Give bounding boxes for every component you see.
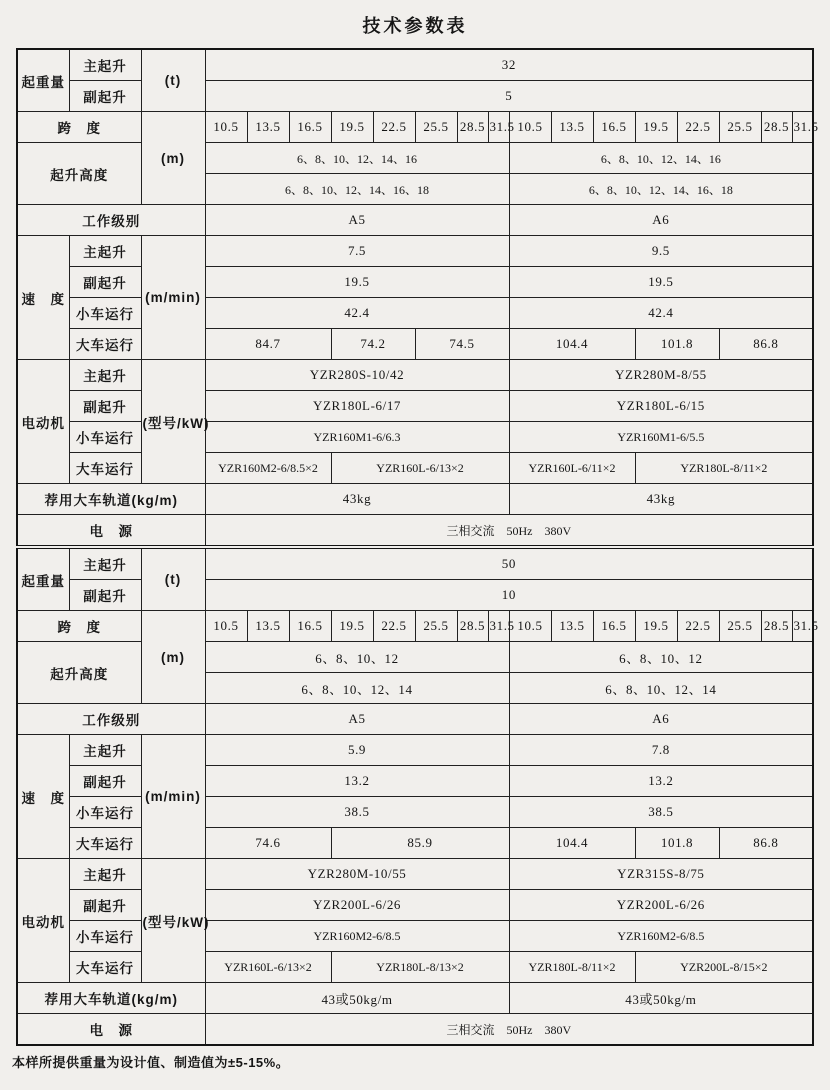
data-cell: 22.5 [373, 112, 415, 143]
sub-row-label: 大车运行 [69, 828, 141, 859]
data-cell: 28.5 [761, 611, 792, 642]
sub-row-label: 主起升 [69, 859, 141, 890]
sub-row-label: 副起升 [69, 890, 141, 921]
data-cell: 13.5 [551, 611, 593, 642]
data-cell: 101.8 [635, 828, 719, 859]
table-row [17, 797, 813, 828]
data-cell: 86.8 [719, 828, 813, 859]
row-label: 荐用大车轨道(kg/m) [17, 484, 205, 515]
unit-label: (t) [141, 49, 205, 112]
data-cell: 25.5 [415, 112, 457, 143]
data-cell: 6、8、10、12 [205, 642, 509, 673]
table-row [17, 143, 813, 174]
table-row [17, 1014, 813, 1046]
unit-label: (t) [141, 547, 205, 611]
sub-row-label: 小车运行 [69, 797, 141, 828]
data-cell: 22.5 [677, 611, 719, 642]
data-cell: 22.5 [677, 112, 719, 143]
sub-row-label: 副起升 [69, 267, 141, 298]
data-cell: YZR160L-6/11×2 [509, 453, 635, 484]
table-section-1 [17, 49, 819, 547]
data-cell: YZR160M2-6/8.5×2 [205, 453, 331, 484]
data-cell: YZR200L-8/15×2 [635, 952, 813, 983]
data-cell: 5.9 [205, 735, 509, 766]
data-cell: 43kg [509, 484, 813, 515]
data-cell: 31.5 [792, 112, 813, 143]
table-row [17, 236, 813, 267]
data-cell: 74.6 [205, 828, 331, 859]
data-cell: 6、8、10、12、14、16、18 [509, 174, 813, 205]
sub-row-label: 主起升 [69, 547, 141, 580]
data-cell: 28.5 [457, 611, 488, 642]
data-cell: 25.5 [719, 112, 761, 143]
data-cell: 31.5 [488, 112, 509, 143]
data-cell: 25.5 [415, 611, 457, 642]
table-row [17, 453, 813, 484]
table-row [17, 611, 813, 642]
sub-row-label: 小车运行 [69, 298, 141, 329]
data-cell: 43或50kg/m [205, 983, 509, 1014]
data-cell: 86.8 [719, 329, 813, 360]
data-cell: 19.5 [509, 267, 813, 298]
data-cell: 22.5 [373, 611, 415, 642]
data-cell: 三相交流 50Hz 380V [205, 1014, 813, 1046]
data-cell: 10.5 [205, 611, 247, 642]
data-cell: YZR180L-8/11×2 [635, 453, 813, 484]
table-row [17, 391, 813, 422]
data-cell: 19.5 [331, 112, 373, 143]
row-label: 电 源 [17, 515, 205, 548]
data-cell: YZR160L-6/13×2 [205, 952, 331, 983]
row-label: 荐用大车轨道(kg/m) [17, 983, 205, 1014]
data-cell: 38.5 [205, 797, 509, 828]
data-cell: 42.4 [509, 298, 813, 329]
data-cell: 6、8、10、12、14 [205, 673, 509, 704]
data-cell: 42.4 [205, 298, 509, 329]
table-row [17, 859, 813, 890]
data-cell: 10.5 [205, 112, 247, 143]
data-cell: 7.5 [205, 236, 509, 267]
data-cell: YZR200L-6/26 [205, 890, 509, 921]
data-cell: 三相交流 50Hz 380V [205, 515, 813, 548]
technical-parameters-table [16, 48, 819, 1046]
sub-row-label: 大车运行 [69, 952, 141, 983]
sub-row-label: 大车运行 [69, 329, 141, 360]
data-cell: 32 [205, 49, 813, 81]
data-cell: YZR280M-8/55 [509, 360, 813, 391]
table-row [17, 205, 813, 236]
row-label: 电动机 [17, 859, 69, 983]
data-cell: 19.5 [205, 267, 509, 298]
sub-row-label: 副起升 [69, 81, 141, 112]
data-cell: 13.5 [247, 611, 289, 642]
data-cell: 6、8、10、12、14 [509, 673, 813, 704]
data-cell: 9.5 [509, 236, 813, 267]
data-cell: 31.5 [792, 611, 813, 642]
sub-row-label: 小车运行 [69, 921, 141, 952]
data-cell: 38.5 [509, 797, 813, 828]
data-cell: YZR200L-6/26 [509, 890, 813, 921]
page-title: 技术参数表 [362, 16, 468, 36]
data-cell: 13.5 [247, 112, 289, 143]
data-cell: A6 [509, 704, 813, 735]
data-cell: 16.5 [289, 112, 331, 143]
data-cell: 28.5 [457, 112, 488, 143]
table-row [17, 890, 813, 921]
data-cell: 16.5 [289, 611, 331, 642]
table-row [17, 112, 813, 143]
data-cell: 13.5 [551, 112, 593, 143]
sub-row-label: 小车运行 [69, 422, 141, 453]
sub-row-label: 主起升 [69, 236, 141, 267]
data-cell: 10.5 [509, 112, 551, 143]
data-cell: 6、8、10、12、14、16 [205, 143, 509, 174]
data-cell: 13.2 [205, 766, 509, 797]
data-cell: 43或50kg/m [509, 983, 813, 1014]
unit-label: (m) [141, 112, 205, 205]
data-cell: 85.9 [331, 828, 509, 859]
table-row [17, 515, 813, 548]
data-cell: 6、8、10、12、14、16 [509, 143, 813, 174]
table-row [17, 329, 813, 360]
data-cell: A6 [509, 205, 813, 236]
data-cell: YZR280M-10/55 [205, 859, 509, 890]
table-row [17, 49, 813, 81]
unit-label: (m) [141, 611, 205, 704]
data-cell: YZR180L-8/11×2 [509, 952, 635, 983]
data-cell: YZR160L-6/13×2 [331, 453, 509, 484]
data-cell: YZR160M1-6/5.5 [509, 422, 813, 453]
row-label: 起重量 [17, 49, 69, 112]
data-cell: 16.5 [593, 611, 635, 642]
table-row [17, 921, 813, 952]
data-cell: 10.5 [509, 611, 551, 642]
table-row [17, 81, 813, 112]
data-cell: YZR160M2-6/8.5 [509, 921, 813, 952]
unit-label: (m/min) [141, 236, 205, 360]
data-cell: 19.5 [331, 611, 373, 642]
row-label: 电 源 [17, 1014, 205, 1046]
table-row [17, 952, 813, 983]
data-cell: 104.4 [509, 828, 635, 859]
row-label: 电动机 [17, 360, 69, 484]
data-cell: 5 [205, 81, 813, 112]
table-row [17, 484, 813, 515]
row-label: 速 度 [17, 236, 69, 360]
sub-row-label: 主起升 [69, 735, 141, 766]
sub-row-label: 副起升 [69, 391, 141, 422]
table-row [17, 766, 813, 797]
table-row [17, 983, 813, 1014]
data-cell: 43kg [205, 484, 509, 515]
table-section-2 [17, 547, 819, 1045]
table-row [17, 267, 813, 298]
row-label: 工作级别 [17, 205, 205, 236]
table-row [17, 735, 813, 766]
data-cell: 19.5 [635, 112, 677, 143]
row-label: 起升高度 [17, 642, 141, 704]
sub-row-label: 主起升 [69, 360, 141, 391]
row-label: 起升高度 [17, 143, 141, 205]
data-cell: 16.5 [593, 112, 635, 143]
table-row [17, 547, 813, 580]
row-label: 速 度 [17, 735, 69, 859]
data-cell: YZR160M1-6/6.3 [205, 422, 509, 453]
row-label: 起重量 [17, 547, 69, 611]
data-cell: 74.2 [331, 329, 415, 360]
data-cell: YZR315S-8/75 [509, 859, 813, 890]
sub-row-label: 副起升 [69, 580, 141, 611]
unit-label: (m/min) [141, 735, 205, 859]
row-label: 工作级别 [17, 704, 205, 735]
data-cell: 101.8 [635, 329, 719, 360]
table-row [17, 828, 813, 859]
data-cell: 19.5 [635, 611, 677, 642]
data-cell: YZR280S-10/42 [205, 360, 509, 391]
data-cell: 28.5 [761, 112, 792, 143]
data-cell: 25.5 [719, 611, 761, 642]
table-row [17, 298, 813, 329]
row-label: 跨 度 [17, 611, 141, 642]
data-cell: 74.5 [415, 329, 509, 360]
unit-label: (型号/kW) [141, 859, 205, 983]
data-cell: YZR160M2-6/8.5 [205, 921, 509, 952]
data-cell: YZR180L-6/17 [205, 391, 509, 422]
sub-row-label: 主起升 [69, 49, 141, 81]
sub-row-label: 大车运行 [69, 453, 141, 484]
data-cell: 10 [205, 580, 813, 611]
row-label: 跨 度 [17, 112, 141, 143]
data-cell: A5 [205, 205, 509, 236]
data-cell: 7.8 [509, 735, 813, 766]
data-cell: YZR180L-8/13×2 [331, 952, 509, 983]
data-cell: 31.5 [488, 611, 509, 642]
data-cell: 50 [205, 547, 813, 580]
table-row [17, 642, 813, 673]
data-cell: YZR180L-6/15 [509, 391, 813, 422]
table-row [17, 580, 813, 611]
unit-label: (型号/kW) [141, 360, 205, 484]
data-cell: 104.4 [509, 329, 635, 360]
data-cell: 6、8、10、12、14、16、18 [205, 174, 509, 205]
data-cell: 84.7 [205, 329, 331, 360]
table-row [17, 422, 813, 453]
table-row [17, 360, 813, 391]
footnote: 本样所提供重量为设计值、制造值为±5-15%。 [12, 1055, 290, 1070]
data-cell: 13.2 [509, 766, 813, 797]
data-cell: A5 [205, 704, 509, 735]
table-row [17, 704, 813, 735]
sub-row-label: 副起升 [69, 766, 141, 797]
data-cell: 6、8、10、12 [509, 642, 813, 673]
